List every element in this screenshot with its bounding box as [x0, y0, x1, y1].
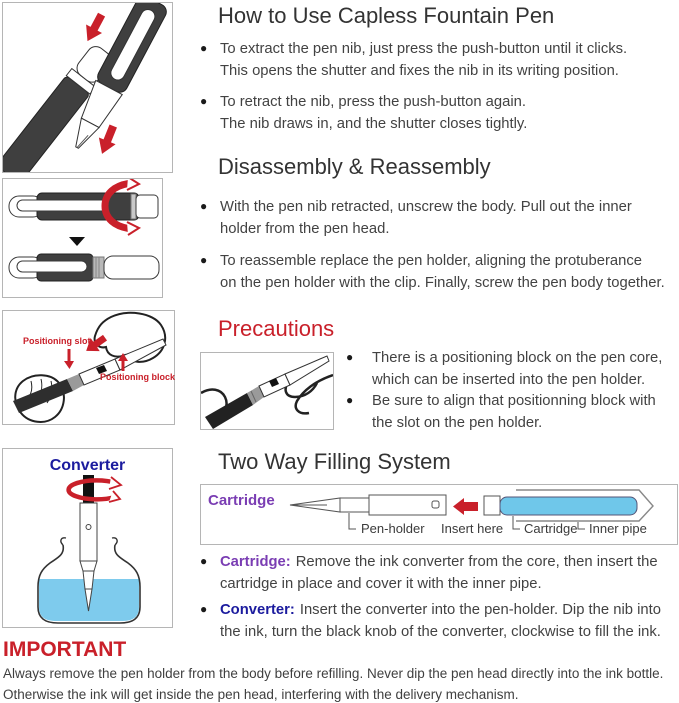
- cartridge-cap: [484, 496, 500, 515]
- bullet-icon: ●: [346, 350, 354, 364]
- illustration-unscrew: [2, 178, 163, 298]
- bullet-icon: ●: [200, 94, 208, 108]
- bullet-icon: ●: [200, 199, 208, 213]
- diagram-label-pen-holder: Pen-holder: [361, 521, 425, 536]
- bullet-icon: ●: [200, 554, 208, 568]
- bullet-icon: ●: [200, 41, 208, 55]
- bullet-line: To reassemble replace the pen holder, aligning the protuberance: [220, 253, 642, 269]
- precautions-bullet-1: [346, 347, 662, 391]
- positioning-drawing: [3, 311, 174, 424]
- bullet-line: holder from the pen head.: [220, 221, 390, 237]
- pen-assembled: [9, 193, 158, 220]
- bullet-line: Cartridge: Remove the ink converter from the core, then insert the: [220, 554, 658, 570]
- bullet-icon: ●: [200, 253, 208, 267]
- bullet-line: There is a positioning block on the pen core,: [372, 350, 663, 366]
- bullet-line: the ink, turn the black knob of the converter, clockwise to fill the ink.: [220, 624, 661, 640]
- usage-bullet-1: [200, 38, 627, 82]
- important-line-1: Always remove the pen holder from the body before refilling. Never dip the pen head directly into the ink bottle.: [3, 666, 664, 681]
- converter-drawing: [3, 449, 172, 627]
- illustration-precaution-insert: [200, 352, 334, 430]
- cartridge-bullet: [200, 551, 658, 595]
- pen-holder-part: [205, 393, 253, 429]
- precautions-bullet-2: [346, 390, 656, 434]
- cartridge-term: Cartridge:: [220, 554, 291, 570]
- red-arrow-icon: [80, 10, 110, 45]
- usage-title: How to Use Capless Fountain Pen: [218, 3, 555, 28]
- important-line-2: Otherwise the ink will get inside the pen head, interfering with the delivery mechanism.: [3, 687, 519, 702]
- cartridge-body: [500, 497, 637, 515]
- usage-bullet-2: [200, 91, 527, 135]
- precaution-drawing: [201, 353, 333, 429]
- unscrew-drawing: [3, 179, 162, 297]
- disassembly-bullet-2: [200, 250, 665, 294]
- diagram-method-label: Cartridge: [208, 492, 275, 509]
- cartridge-diagram: [200, 484, 678, 545]
- bullet-line: To retract the nib, press the push-button again.: [220, 94, 526, 110]
- positioning-block-label: Positioning block: [100, 372, 176, 382]
- converter-label: Converter: [49, 457, 126, 474]
- bullet-icon: ●: [346, 393, 354, 407]
- down-triangle-icon: [69, 237, 85, 246]
- pen-unscrewed: [9, 254, 159, 281]
- filling-title: Two Way Filling System: [218, 449, 451, 474]
- converter-term: Converter:: [220, 602, 295, 618]
- bullet-icon: ●: [200, 602, 208, 616]
- precautions-title: Precautions: [218, 316, 335, 341]
- holder-hole: [432, 501, 439, 508]
- positioning-slot-label: Positioning slot: [23, 336, 91, 346]
- bullet-line: cartridge in place and cover it with the inner pipe.: [220, 576, 542, 592]
- bullet-line: To extract the pen nib, just press the push-button until it clicks.: [220, 41, 628, 57]
- diagram-label-insert-here: Insert here: [441, 521, 504, 536]
- bullet-line: on the pen holder with the clip. Finally, screw the pen body together.: [220, 275, 665, 291]
- insert-arrow-icon: [453, 498, 478, 515]
- diagram-label-inner-pipe: Inner pipe: [589, 521, 647, 536]
- illustration-converter: [2, 448, 173, 628]
- bullet-line: which can be inserted into the pen holder.: [372, 372, 646, 388]
- bullet-line: The nib draws in, and the shutter closes tightly.: [220, 116, 528, 132]
- converter-bullet: [200, 599, 661, 643]
- bullet-line: Converter: Insert the converter into the pen-holder. Dip the nib into: [220, 602, 661, 618]
- disassembly-bullet-1: [200, 196, 632, 240]
- diagram-label-cartridge: Cartridge: [524, 521, 578, 536]
- bullet-line: This opens the shutter and fixes the nib in its writing position.: [220, 63, 619, 79]
- important-title: IMPORTANT: [3, 638, 127, 661]
- illustration-extend-retract: [2, 2, 173, 173]
- bullet-line: Be sure to align that positionning block with: [372, 393, 656, 409]
- bullet-line: the slot on the pen holder.: [372, 415, 543, 431]
- disassembly-title: Disassembly & Reassembly: [218, 154, 491, 179]
- illustration-positioning: [2, 310, 175, 425]
- extend-retract-drawing: [3, 3, 172, 172]
- bullet-line: With the pen nib retracted, unscrew the body. Pull out the inner: [220, 199, 632, 215]
